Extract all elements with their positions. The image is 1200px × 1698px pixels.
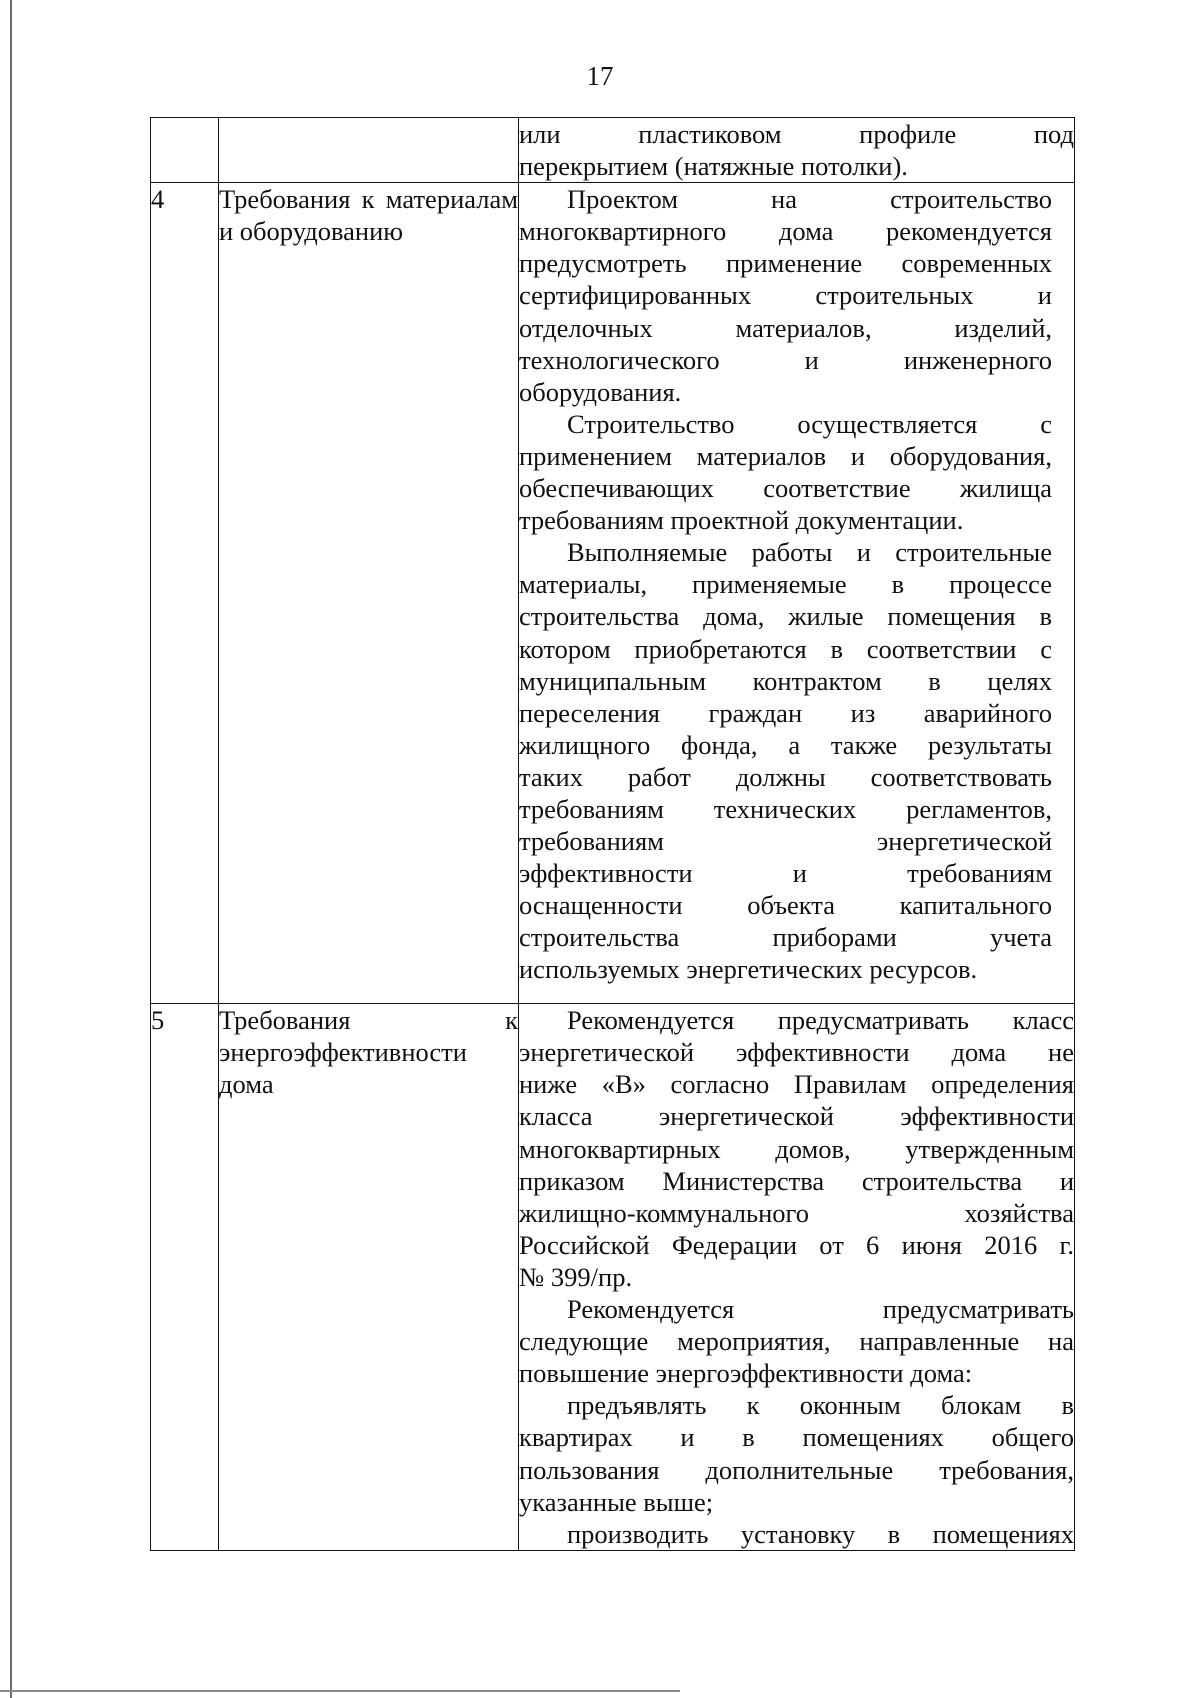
scan-bottom-edge <box>0 1690 680 1692</box>
row-number-cell <box>151 118 219 183</box>
requirement-name-cell: Требования к энергоэффективности дома <box>219 1004 519 1551</box>
content-line: указанные выше; <box>519 1486 714 1517</box>
content-line: эффективности и требованиям <box>519 858 1052 889</box>
content-line: жилищного фонда, а также результаты <box>519 729 1052 760</box>
content-line: муниципальным контрактом в целях <box>519 665 1052 696</box>
content-line: требованиям энергетической <box>519 826 1052 857</box>
content-line: производить установку в помещениях <box>567 1518 1074 1549</box>
content-line: класса энергетической эффективности <box>519 1101 1074 1132</box>
content-line: приказом Министерства строительства и <box>519 1165 1074 1196</box>
content-line: Строительство осуществляется с <box>567 408 1052 439</box>
content-line: обеспечивающих соответствие жилища <box>519 473 1052 504</box>
content-line: или пластиковом профиле под <box>519 119 1074 149</box>
requirement-content-cell <box>519 183 1075 1004</box>
content-line: перекрытием (натяжные потолки). <box>519 151 908 182</box>
content-line: оснащенности объекта капитального <box>519 890 1052 921</box>
content-line: Рекомендуется предусматривать класс <box>567 1005 1074 1036</box>
content-line: строительства приборами учета <box>519 922 1052 953</box>
content-line: котором приобретаются в соответствии с <box>519 633 1052 664</box>
content-line: сертифицированных строительных и <box>519 280 1052 311</box>
table-row <box>151 1004 1075 1551</box>
content-line: жилищно-коммунального хозяйства <box>519 1197 1074 1228</box>
table-row <box>151 183 1075 1004</box>
content-line: Российской Федерации от 6 июня 2016 г. <box>519 1229 1074 1260</box>
page-number: 17 <box>586 61 614 91</box>
content-line: многоквартирного дома рекомендуется <box>519 216 1052 247</box>
content-line: применением материалов и оборудования, <box>519 440 1052 471</box>
content-line: переселения граждан из аварийного <box>519 697 1052 728</box>
content-line: используемых энергетических ресурсов. <box>519 954 978 985</box>
content-line: энергетической эффективности дома не <box>519 1037 1074 1068</box>
requirement-name-cell <box>219 118 519 183</box>
content-line: ниже «В» согласно Правилам определения <box>519 1069 1074 1100</box>
content-line: следующие мероприятия, направленные на <box>519 1326 1074 1357</box>
content-line: строительства дома, жилые помещения в <box>519 601 1052 632</box>
row-number-cell: 4 <box>151 183 219 1004</box>
content-line: технологического и инженерного <box>519 344 1052 375</box>
requirement-content-cell <box>519 1004 1075 1551</box>
content-line: Проектом на строительство <box>567 184 1052 215</box>
content-line: требованиям проектной документации. <box>519 505 964 536</box>
content-line: повышение энергоэффективности дома: <box>519 1358 973 1389</box>
content-line: предъявлять к оконным блокам в <box>567 1390 1074 1421</box>
requirement-name-cell: Требования к материалам и оборудованию <box>219 183 519 1004</box>
content-line: квартирах и в помещениях общего <box>519 1422 1074 1453</box>
content-line: требованиям технических регламентов, <box>519 793 1052 824</box>
content-line: оборудования. <box>519 376 682 407</box>
row-number-cell: 5 <box>151 1004 219 1551</box>
scan-left-edge <box>10 0 12 1698</box>
content-line: таких работ должны соответствовать <box>519 761 1052 792</box>
content-line: № 399/пр. <box>519 1261 633 1292</box>
requirement-content-cell <box>519 118 1075 183</box>
table-row <box>151 118 1075 183</box>
content-line: предусмотреть применение современных <box>519 248 1052 279</box>
content-line: пользования дополнительные требования, <box>519 1454 1074 1485</box>
content-line: материалы, применяемые в процессе <box>519 569 1052 600</box>
content-line: Выполняемые работы и строительные <box>567 537 1052 568</box>
content-line: Рекомендуется предусматривать <box>567 1294 1074 1325</box>
content-line: многоквартирных домов, утвержденным <box>519 1133 1074 1164</box>
content-line: отделочных материалов, изделий, <box>519 312 1052 343</box>
requirements-table <box>150 117 1075 1551</box>
